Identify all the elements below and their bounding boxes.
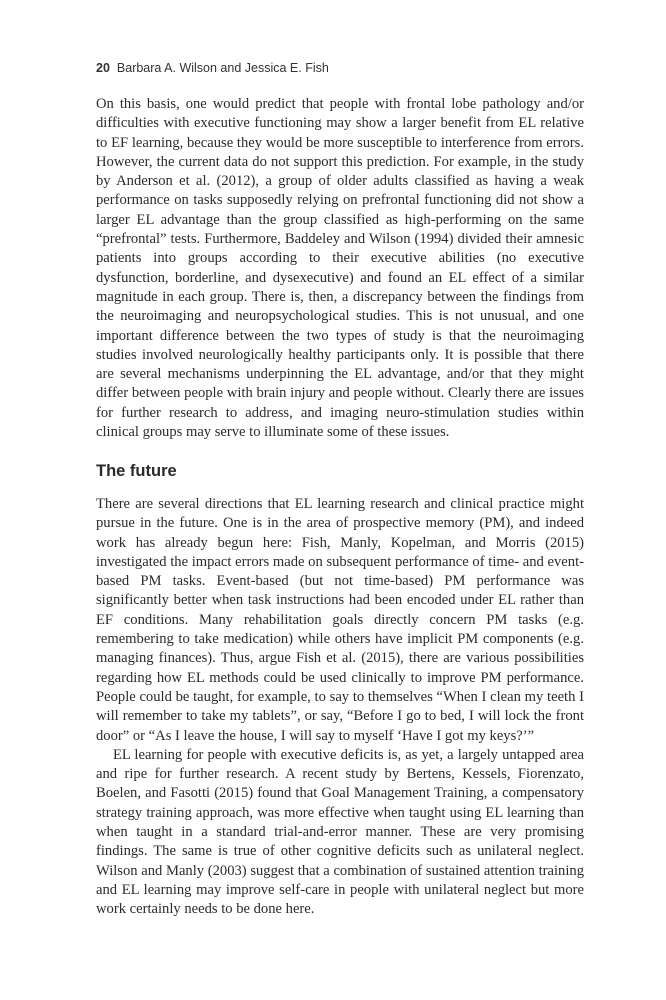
running-header bbox=[96, 61, 329, 75]
paragraph: There are several directions that EL learning research and clinical practice might pursue in the future. One is in the area of prospective memory (PM), and indeed work has already begun here: Fish, Manly, Kopelman, and Morris (2015) investigated the impact errors made on subsequent performance of time- and event-based PM tasks. Event-based (but not time-based) PM performance was significantly better when task instructions had been encoded under EL rather than EF conditions. Many rehabilitation goals directly concern PM tasks (e.g. remembering to take medication) while others have implicit PM components (e.g. managing finances). Thus, argue Fish et al. (2015), there are various possibilities regarding how EL methods could be used clinically to improve PM performance. People could be taught, for example, to say to themselves “When I clean my teeth I will remember to take my tablets”, or say, “Before I go to bed, I will lock the front door” or “As I leave the house, I will say to myself ‘Have I got my keys?’” bbox=[96, 496, 584, 744]
body-text-section-1 bbox=[96, 95, 584, 442]
paragraph: EL learning for people with executive deficits is, as yet, a largely untapped area and ripe for further research. A recent study by Bertens, Kessels, Fiorenzato, Boelen, and Fasotti (2015) found that Goal Management Training, a compensatory strategy training approach, was more effective when taught using EL learning than when taught in a standard trial-and-error manner. These are very promising findings. The same is true of other cognitive deficits such as unilateral neglect. Wilson and Manly (2003) suggest that a combination of sustained attention training and EL learning may improve self-care in people with unilateral neglect but more work certainly needs to be done here. bbox=[96, 746, 584, 918]
section-heading: The future bbox=[96, 462, 177, 480]
body-text-section-2 bbox=[96, 495, 584, 920]
page-number: 20 bbox=[96, 61, 110, 75]
paragraph: On this basis, one would predict that people with frontal lobe pathology and/or difficulties with executive functioning may show a larger benefit from EL relative to EF learning, because they would be more susceptible to interference from errors. However, the current data do not support this prediction. For example, in the study by Anderson et al. (2012), a group of older adults classified as having a weak performance on tasks supposedly relying on prefrontal functioning did not show a larger EL advantage than the group classified as high-performing on the same “prefrontal” tests. Furthermore, Baddeley and Wilson (1994) divided their amnesic patients into groups according to their executive abilities (no executive dysfunction, borderline, and dysexecutive) and found an EL effect of a similar magnitude in each group. There is, then, a discrepancy between the findings from the neuroimaging and neuropsychological studies. This is not unusual, and one important difference between the two types of study is that the neuroimaging studies involved neurologically healthy participants only. It is possible that there are several mechanisms underpinning the EL advantage, and/or that they might differ between people with brain injury and people without. Clearly there are issues for further research to address, and imaging neuro-stimulation studies within clinical groups may serve to illuminate some of these issues. bbox=[96, 96, 584, 441]
running-head-authors: Barbara A. Wilson and Jessica E. Fish bbox=[116, 61, 329, 75]
